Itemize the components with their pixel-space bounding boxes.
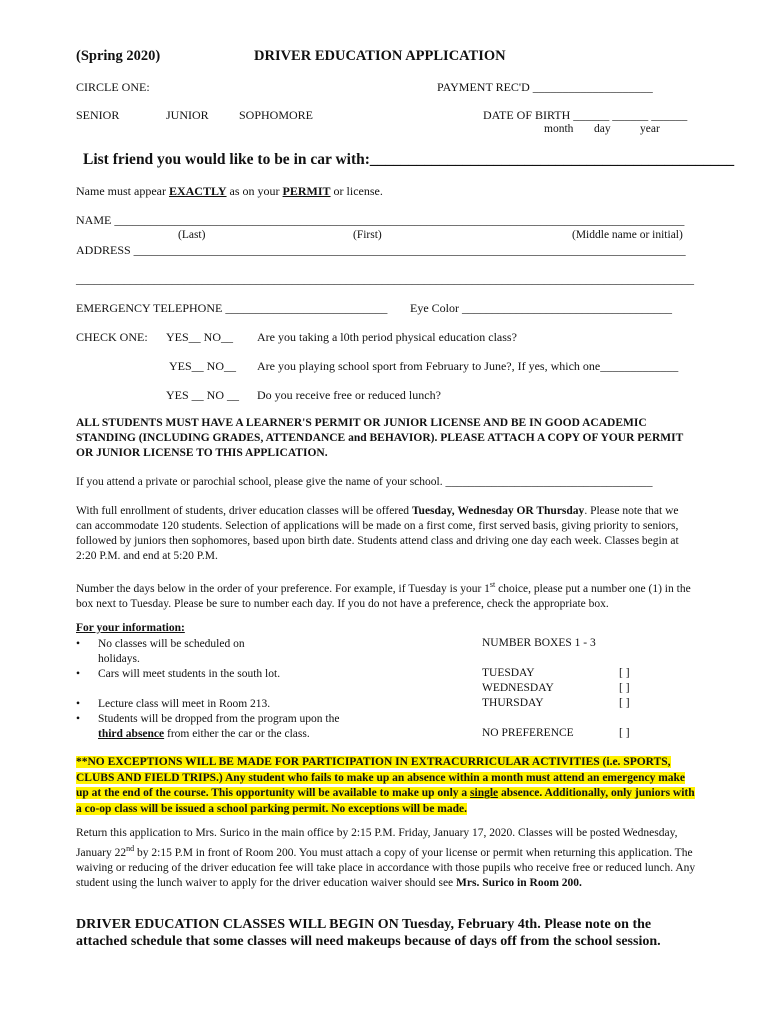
dob-day-label: day	[594, 123, 611, 135]
name-field[interactable]: NAME _______________________________________________________________________________________________	[76, 213, 685, 227]
info-bullet-dropped: • Students will be dropped from the program upon the third absence from either the car or the class.	[76, 713, 340, 740]
emergency-telephone-field[interactable]: EMERGENCY TELEPHONE ___________________________	[76, 301, 388, 315]
info-bullet-holidays: • No classes will be scheduled on holidays.	[76, 638, 245, 665]
option-senior[interactable]: SENIOR	[76, 108, 120, 122]
dob-year-label: year	[640, 123, 660, 135]
date-of-birth-field[interactable]: DATE OF BIRTH ______ ______ ______	[483, 108, 688, 122]
term-label: (Spring 2020)	[76, 48, 161, 64]
eye-color-field[interactable]: Eye Color ___________________________________	[410, 301, 672, 315]
return-instructions: Return this application to Mrs. Surico in the main office by 2:15 P.M. Friday, January 17, 2020. Classes will be posted Wednesday, January 22nd by 2:15 P.M in front of Room 200. You must attach a copy of your license or permit when returning this application. The waiving or reducing of the driver education fee will take place in accordance with those pupils who receive free or reduced lunch. Any student using the lunch waiver to apply for the driver education waiver should see Mrs. Surico in Room 200.	[76, 827, 696, 889]
friend-in-car-field[interactable]: List friend you would like to be in car with:_______________________________________________	[83, 151, 735, 168]
enrollment-paragraph: With full enrollment of students, driver education classes will be offered Tuesday, Wednesday OR Thursday. Please note that we can accommodate 120 students. Selection of applications will be made on a first come, first served basis, giving priority to seniors, followed by juniors then sophomores, based upon birth date. Students attend class and driving one day each week. Classes begin at 2:20 P.M. and end at 5:20 P.M.	[76, 505, 679, 562]
pe-class-yes-no[interactable]: YES__ NO__	[166, 330, 234, 344]
option-junior[interactable]: JUNIOR	[166, 108, 209, 122]
address-field[interactable]: ADDRESS ____________________________________________________________________________________________	[76, 243, 686, 257]
requirements-notice: ALL STUDENTS MUST HAVE A LEARNER'S PERMIT OR JUNIOR LICENSE AND BE IN GOOD ACADEMIC STANDING (INCLUDING GRADES, ATTENDANCE and BEHAVIOR). PLEASE ATTACH A COPY OF YOUR PERMIT OR JUNIOR LICENSE TO THIS APPLICATION.	[76, 417, 684, 459]
info-bullet-room-213: • Lecture class will meet in Room 213.	[76, 698, 271, 710]
private-school-field[interactable]: If you attend a private or parochial school, please give the name of your school. ____________________________________	[76, 476, 653, 488]
number-boxes-heading: NUMBER BOXES 1 - 3	[482, 637, 596, 649]
preference-instructions: Number the days below in the order of your preference. For example, if Tuesday is your 1st choice, please put a number one (1) in the box next to Tuesday. Please be sure to number each day. If you do not have a preference, check the appropriate box.	[76, 580, 691, 610]
free-lunch-question: Do you receive free or reduced lunch?	[257, 388, 441, 402]
name-note: Name must appear EXACTLY as on your PERMIT or license.	[76, 184, 383, 198]
tuesday-box[interactable]: [ ]	[619, 667, 630, 679]
free-lunch-yes-no[interactable]: YES __ NO __	[166, 388, 240, 402]
name-last-label: (Last)	[178, 229, 206, 241]
no-preference-label: NO PREFERENCE	[482, 727, 574, 739]
day-tuesday: TUESDAY	[482, 667, 535, 679]
circle-one-label: CIRCLE ONE:	[76, 80, 150, 94]
name-first-label: (First)	[353, 229, 382, 241]
name-middle-label: (Middle name or initial)	[572, 229, 683, 241]
wednesday-box[interactable]: [ ]	[619, 682, 630, 694]
thursday-box[interactable]: [ ]	[619, 697, 630, 709]
option-sophomore[interactable]: SOPHOMORE	[239, 108, 314, 122]
exceptions-notice: **NO EXCEPTIONS WILL BE MADE FOR PARTICIPATION IN EXTRACURRICULAR ACTIVITIES (i.e. SPORTS, CLUBS AND FIELD TRIPS.) Any student who fails to make up an absence within a month must attend an emergency make up at the end of the course. This opportunity will be available to make up only a single absence. Additionally, only juniors with a co-op class will be issued a school parking permit. No exceptions will be made.	[76, 756, 695, 815]
classes-begin-notice: DRIVER EDUCATION CLASSES WILL BEGIN ON Tuesday, February 4th. Please note on the attached schedule that some classes will need makeups because of days off from the school session.	[76, 917, 661, 949]
pe-class-question: Are you taking a l0th period physical education class?	[257, 330, 517, 344]
check-one-label: CHECK ONE:	[76, 330, 148, 344]
school-sport-yes-no[interactable]: YES__ NO__	[169, 359, 237, 373]
payment-received-field[interactable]: PAYMENT REC'D ____________________	[437, 80, 653, 94]
day-thursday: THURSDAY	[482, 697, 544, 709]
info-bullet-south-lot: • Cars will meet students in the south lot.	[76, 668, 281, 680]
address-line-2[interactable]: _______________________________________________________________________________________________________	[76, 272, 694, 286]
day-wednesday: WEDNESDAY	[482, 682, 554, 694]
info-heading: For your information:	[76, 622, 185, 634]
dob-month-label: month	[544, 123, 574, 135]
page-title: DRIVER EDUCATION APPLICATION	[254, 48, 506, 64]
school-sport-question: Are you playing school sport from February to June?, If yes, which one_____________	[257, 359, 679, 373]
no-preference-box[interactable]: [ ]	[619, 727, 630, 739]
